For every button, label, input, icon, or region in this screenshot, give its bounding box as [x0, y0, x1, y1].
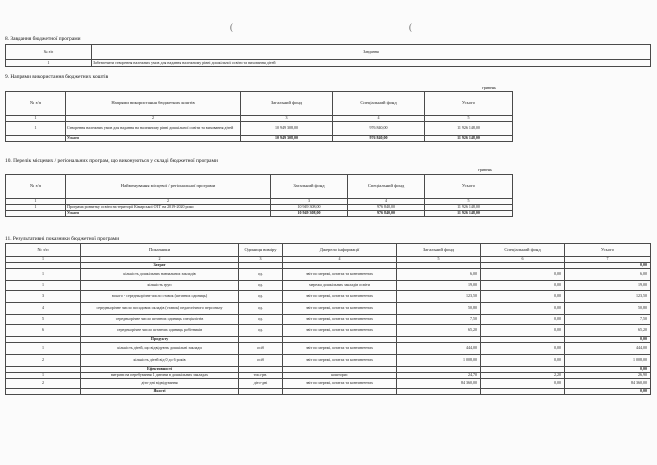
cell: 10 949 308,00 — [241, 136, 333, 142]
cell: 11 926 148,00 — [425, 205, 513, 211]
cell: 1 — [6, 373, 81, 379]
cell: 65,20 — [565, 325, 651, 337]
cell: Усього — [66, 136, 241, 142]
col-number: 1 — [6, 257, 81, 263]
cell: 26,90 — [565, 373, 651, 379]
group-label: Ефективності — [81, 367, 239, 373]
table-row — [6, 281, 651, 291]
paren-right: ( — [409, 22, 412, 32]
cell: кількість дошкільних навчальних закладів — [81, 269, 239, 281]
cell: мережа дошкільних закладів освіти — [283, 281, 397, 291]
cell: 444,00 — [565, 343, 651, 355]
cell: 2 — [6, 379, 81, 389]
cell: 0,00 — [481, 303, 565, 315]
col-header: № з/п — [6, 175, 66, 199]
cell: кількість груп — [81, 281, 239, 291]
col-header: Спеціальний фонд — [348, 175, 425, 199]
cell: 10 949 308,00 — [241, 122, 333, 136]
cell: тис.грн. — [239, 373, 283, 379]
cell: 0,00 — [481, 281, 565, 291]
cell: 976 840,00 — [333, 136, 425, 142]
col-header: Усього — [425, 175, 513, 199]
col-number: 2 — [81, 257, 239, 263]
col-number: 5 — [425, 199, 513, 205]
cell: 0,00 — [481, 355, 565, 367]
section-9-table — [5, 91, 513, 142]
cell: осіб — [239, 343, 283, 355]
group-row — [6, 389, 651, 395]
col-number: 5 — [425, 116, 513, 122]
col-number: 4 — [333, 116, 425, 122]
cell: середньорічне число штатних одиниць робітників — [81, 325, 239, 337]
col-number: 2 — [66, 199, 271, 205]
col-number: 5 — [397, 257, 481, 263]
col-header: № з/п — [6, 45, 92, 60]
cell: звіт по мережі, штатах та контингентах — [283, 291, 397, 303]
table-row — [6, 379, 651, 389]
cell — [481, 389, 565, 395]
table-header-row — [6, 45, 651, 60]
col-header: Загальний фонд — [241, 92, 333, 116]
cell: 976 840,00 — [348, 211, 425, 217]
cell: од. — [239, 291, 283, 303]
paren-left: ( — [230, 22, 233, 32]
cell: 1 — [6, 122, 66, 136]
cell: Усього — [66, 211, 271, 217]
col-header: Загальний фонд — [397, 244, 481, 257]
cell: 84 360,00 — [565, 379, 651, 389]
cell: 0,00 — [481, 343, 565, 355]
col-number: 4 — [348, 199, 425, 205]
cell: 7,50 — [397, 315, 481, 325]
table-row — [6, 343, 651, 355]
cell: звіт по мережі, штатах та контингентах — [283, 343, 397, 355]
cell: 0,00 — [481, 379, 565, 389]
cell: діто-дні — [239, 379, 283, 389]
table-header-row — [6, 92, 513, 116]
cell: Створення належних умов для надання на належному рівні дошкільної освіти та виховання дітей — [66, 122, 241, 136]
col-header: Спеціальний фонд — [481, 244, 565, 257]
col-number: 4 — [283, 257, 397, 263]
cell — [283, 389, 397, 395]
table-header-row — [6, 244, 651, 257]
cell: 6,00 — [565, 269, 651, 281]
col-header: Завдання — [92, 45, 651, 60]
cell: звіт по мережі, штатах та контингентах — [283, 355, 397, 367]
group-total: 0,00 — [565, 389, 651, 395]
col-number: 1 — [6, 116, 66, 122]
cell: 1 008,00 — [397, 355, 481, 367]
cell: од. — [239, 303, 283, 315]
cell: 50,80 — [397, 303, 481, 315]
group-total: 0,00 — [565, 337, 651, 343]
cell: 5 — [6, 315, 81, 325]
cell — [239, 389, 283, 395]
table-row — [6, 325, 651, 337]
cell: витрати на перебування 1 дитини в дошкільних закладах — [81, 373, 239, 379]
cell: 1 — [6, 343, 81, 355]
col-header: Спеціальний фонд — [333, 92, 425, 116]
col-number: 6 — [481, 257, 565, 263]
cell — [397, 389, 481, 395]
cell: Програма розвитку освіти на території Кімарської ОТГ на 2019-2020 роки — [66, 205, 271, 211]
cell: од. — [239, 281, 283, 291]
col-number: 3 — [241, 116, 333, 122]
cell: 11 926 148,00 — [425, 136, 513, 142]
group-label: Якості — [81, 389, 239, 395]
col-header: Показники — [81, 244, 239, 257]
cell: кількість дітей від 0 до 6 років — [81, 355, 239, 367]
section-8-title: 8. Завдання бюджетної програми — [5, 36, 81, 42]
col-number: 2 — [66, 116, 241, 122]
table-row — [6, 291, 651, 303]
cell: 1 — [6, 205, 66, 211]
table-row — [6, 355, 651, 367]
col-header: Найменування місцевої / регіональної програми — [66, 175, 271, 199]
cell: Забезпечити створення належних умов для надання належному рівні дошкільної освіти та виховання дітей — [92, 60, 651, 67]
col-number: 7 — [565, 257, 651, 263]
cell: звіт по мережі, штатах та контингентах — [283, 269, 397, 281]
cell: 976 840,00 — [348, 205, 425, 211]
col-header: № з/п — [6, 92, 66, 116]
cell: 7,50 — [565, 315, 651, 325]
cell: 123,50 — [565, 291, 651, 303]
col-number: 3 — [239, 257, 283, 263]
table-row — [6, 122, 513, 136]
total-row — [6, 136, 513, 142]
cell: 976 840,00 — [333, 122, 425, 136]
col-header: Усього — [565, 244, 651, 257]
cell: кошторис — [283, 373, 397, 379]
group-total: 0,00 — [565, 367, 651, 373]
col-number: 3 — [271, 199, 348, 205]
table-row — [6, 315, 651, 325]
cell: 123,50 — [397, 291, 481, 303]
cell: од. — [239, 325, 283, 337]
group-total: 0,00 — [565, 263, 651, 269]
col-header: Одиниця виміру — [239, 244, 283, 257]
col-header: Усього — [425, 92, 513, 116]
group-label: Затрат — [81, 263, 239, 269]
cell: діто-дні відвідування — [81, 379, 239, 389]
cell: 11 926 148,00 — [425, 211, 513, 217]
section-10-title: 10. Перелік місцевих / регіональних програм, що виконуються у складі бюджетної програми — [5, 158, 218, 164]
table-header-row — [6, 175, 513, 199]
cell: середньорічне число штатних одиниць спеціалістів — [81, 315, 239, 325]
col-header: Напрями використання бюджетних коштів — [66, 92, 241, 116]
cell: 0,00 — [481, 291, 565, 303]
cell: 65,20 — [397, 325, 481, 337]
cell: 0,00 — [481, 315, 565, 325]
section-10-table — [5, 174, 513, 217]
section-8-table — [5, 44, 651, 67]
cell — [6, 211, 66, 217]
col-header: Загальний фонд — [271, 175, 348, 199]
cell: всього - середньорічне число ставок (штатних одиниць) — [81, 291, 239, 303]
cell: од. — [239, 315, 283, 325]
cell: 10 949 308,00 — [271, 205, 348, 211]
cell: 19,00 — [397, 281, 481, 291]
section-11-table — [5, 243, 651, 395]
cell: 1 — [6, 269, 81, 281]
cell: од. — [239, 269, 283, 281]
col-header: Джерело інформації — [283, 244, 397, 257]
cell — [6, 136, 66, 142]
cell: 24,70 — [397, 373, 481, 379]
cell: 3 — [6, 291, 81, 303]
table-row — [6, 303, 651, 315]
cell: 6,00 — [397, 269, 481, 281]
cell: 4 — [6, 303, 81, 315]
table-row — [6, 60, 651, 67]
section-11-title: 11. Результативні показники бюджетної програми — [5, 236, 120, 242]
cell: звіт по мережі, штатах та контингентах — [283, 379, 397, 389]
cell: 1 — [6, 60, 92, 67]
cell: 84 360,00 — [397, 379, 481, 389]
cell: звіт по мережі, штатах та контингентах — [283, 315, 397, 325]
cell — [6, 389, 81, 395]
col-header: № з/п — [6, 244, 81, 257]
cell: 2 — [6, 355, 81, 367]
cell: звіт по мережі, штатах та контингентах — [283, 303, 397, 315]
cell: 50,80 — [565, 303, 651, 315]
cell: 19,00 — [565, 281, 651, 291]
cell: 0,00 — [481, 269, 565, 281]
section-9-title: 9. Напрями використання бюджетних коштів — [5, 74, 109, 80]
cell: 11 926 148,00 — [425, 122, 513, 136]
cell: кількість дітей, що відвідують дошкільні заклади — [81, 343, 239, 355]
cell: 1 — [6, 281, 81, 291]
cell: 2,20 — [481, 373, 565, 379]
total-row — [6, 211, 513, 217]
group-label: Продукту — [81, 337, 239, 343]
section-10-unit: гривень — [478, 167, 493, 172]
cell: 0,00 — [481, 325, 565, 337]
cell: середньорічне число посадових окладів (ставок) педагогічного персоналу — [81, 303, 239, 315]
cell: осіб — [239, 355, 283, 367]
col-number: 1 — [6, 199, 66, 205]
cell: звіт по мережі, штатах та контингентах — [283, 325, 397, 337]
cell: 6 — [6, 325, 81, 337]
cell: 10 949 308,00 — [271, 211, 348, 217]
section-9-unit: гривень — [482, 85, 497, 90]
table-row — [6, 269, 651, 281]
cell: 444,00 — [397, 343, 481, 355]
cell: 1 008,00 — [565, 355, 651, 367]
